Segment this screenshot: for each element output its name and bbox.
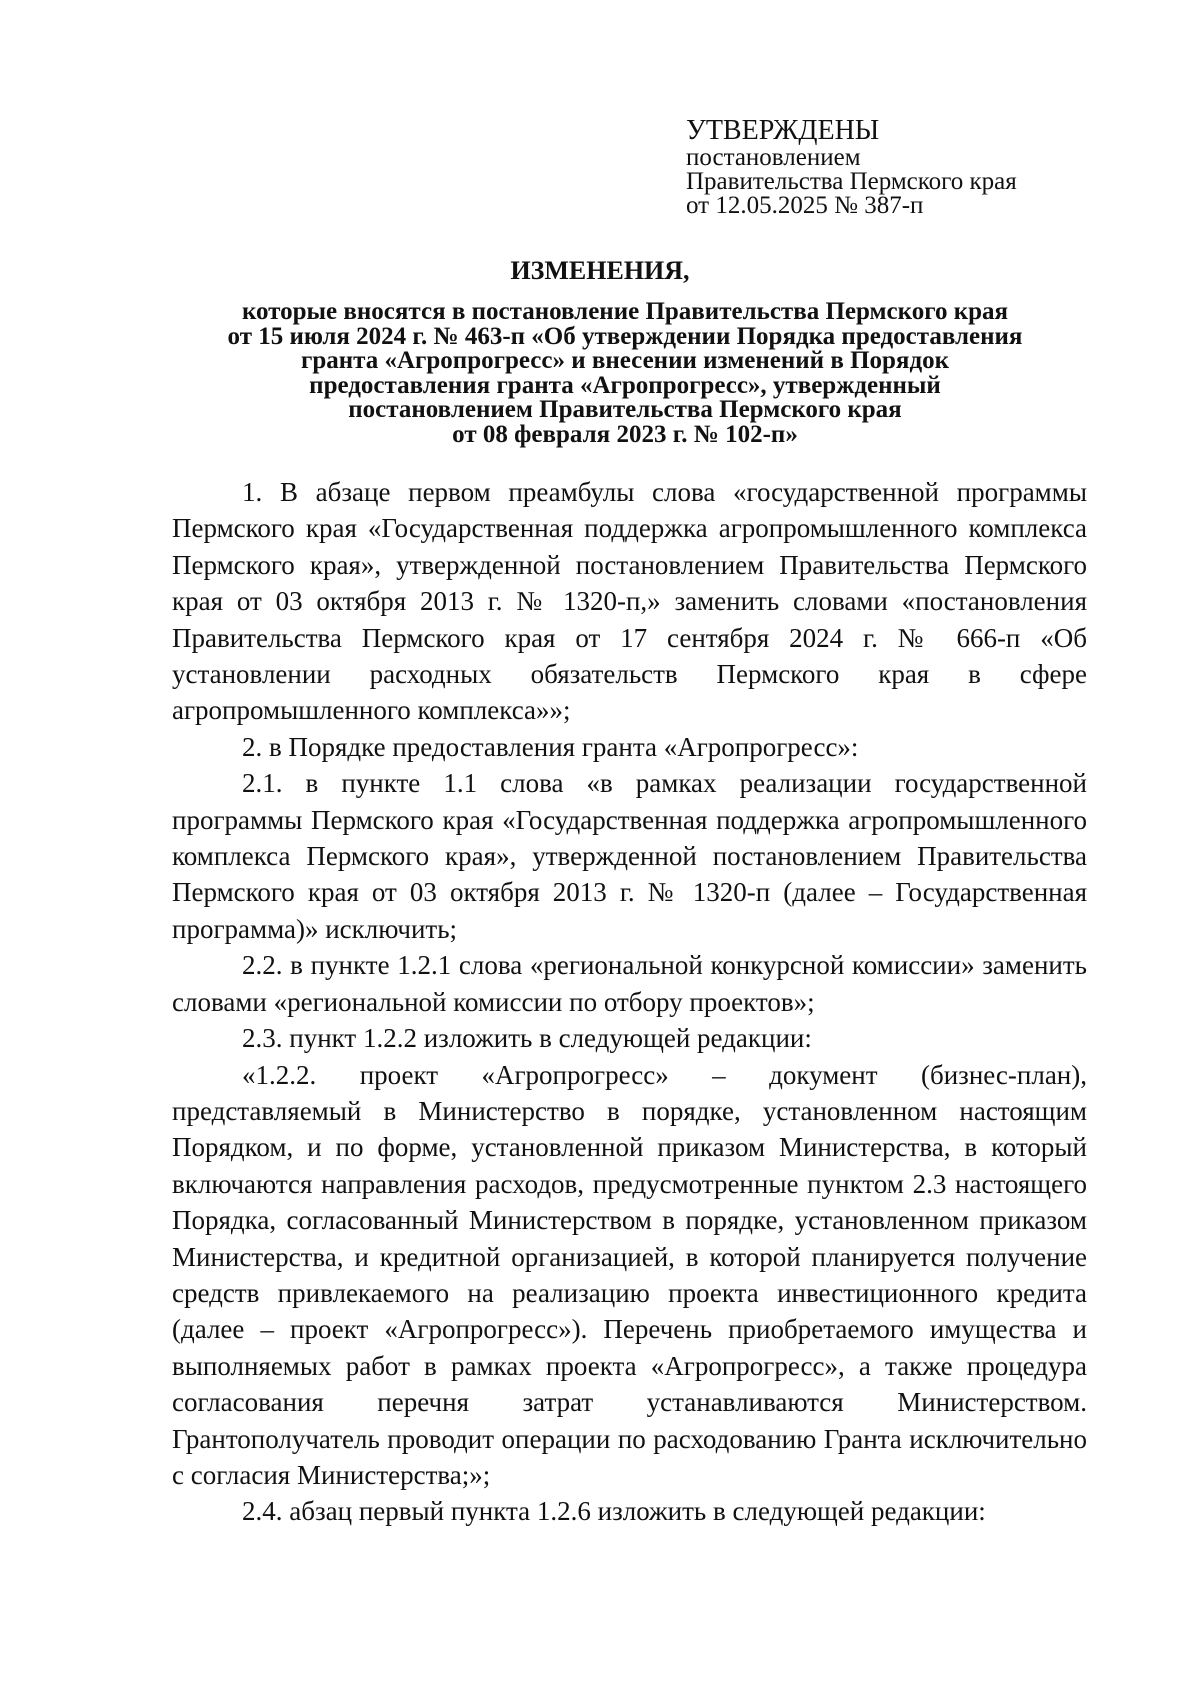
paragraph-2-1: 2.1. в пункте 1.1 слова «в рамках реализации государственной программы Пермского края «Государственная поддержка агропромышленного комплекса Пермского края», утвержденной постановлением Правительства Пермского края от 03 октября 2013 г. № 1320-п (далее – Государственная программа)» исключить; <box>172 768 1087 944</box>
approval-date-number: от 12.05.2025 № 387-п <box>686 192 924 219</box>
approval-stamp <box>686 116 1017 218</box>
approval-heading: УТВЕРЖДЕНЫ <box>686 115 880 146</box>
subtitle-line: постановлением Правительства Пермского края <box>348 396 902 424</box>
subtitle-line: предоставления гранта «Агропрогресс», утвержденный <box>309 371 941 399</box>
paragraph-2-2: 2.2. в пункте 1.2.1 слова «региональной конкурсной комиссии» заменить словами «региональной комиссии по отбору проектов»; <box>172 950 1087 1017</box>
subtitle-line: которые вносятся в постановление Правительства Пермского края <box>241 298 1009 325</box>
paragraph-2-4: 2.4. абзац первый пункта 1.2.6 изложить в следующей редакции: <box>242 1496 986 1527</box>
approval-line: постановлением <box>686 144 861 171</box>
subtitle-line: от 15 июля 2024 г. № 463-п «Об утверждении Порядка предоставления <box>227 322 1023 350</box>
document-subtitle <box>170 300 1080 448</box>
paragraph-2: 2. в Порядке предоставления гранта «Агропрогресс»: <box>242 731 859 762</box>
subtitle-line: от 08 февраля 2023 г. № 102-п» <box>452 420 798 448</box>
paragraph-2-3: 2.3. пункт 1.2.2 изложить в следующей редакции: <box>242 1023 812 1054</box>
document-title: ИЗМЕНЕНИЯ, <box>510 256 690 285</box>
document-body <box>172 474 1087 1530</box>
approval-line: Правительства Пермского края <box>686 168 1017 195</box>
paragraph-quote-1-2-2: «1.2.2. проект «Агропрогресс» – документ (бизнес-план), представляемый в Министерство в порядке, установленном настоящим Порядком, и по форме, установленной приказом Министерства, в который включаются направления расходов, предусмотренные пунктом 2.3 настоящего Порядка, согласованный Министерством в порядке, установленном приказом Министерства, и кредитной организацией, в которой планируется получение средств привлекаемого на реализацию проекта инвестиционного кредита (далее – проект «Агропрогресс»). Перечень приобретаемого имущества и выполняемых работ в рамках проекта «Агропрогресс», а также процедура согласования перечня затрат устанавливаются Министерством. Грантополучатель проводит операции по расходованию Гранта исключительно с согласия Министерства;»; <box>172 1059 1087 1490</box>
subtitle-line: гранта «Агропрогресс» и внесении изменений в Порядок <box>301 347 949 375</box>
paragraph-1: 1. В абзаце первом преамбулы слова «государственной программы Пермского края «Государственная поддержка агропромышленного комплекса Пермского края», утвержденной постановлением Правительства Пермского края от 03 октября 2013 г. № 1320-п,» заменить словами «постановления Правительства Пермского края от 17 сентября 2024 г. № 666-п «Об установлении расходных обязательств Пермского края в сфере агропромышленного комплекса»»; <box>172 477 1087 726</box>
